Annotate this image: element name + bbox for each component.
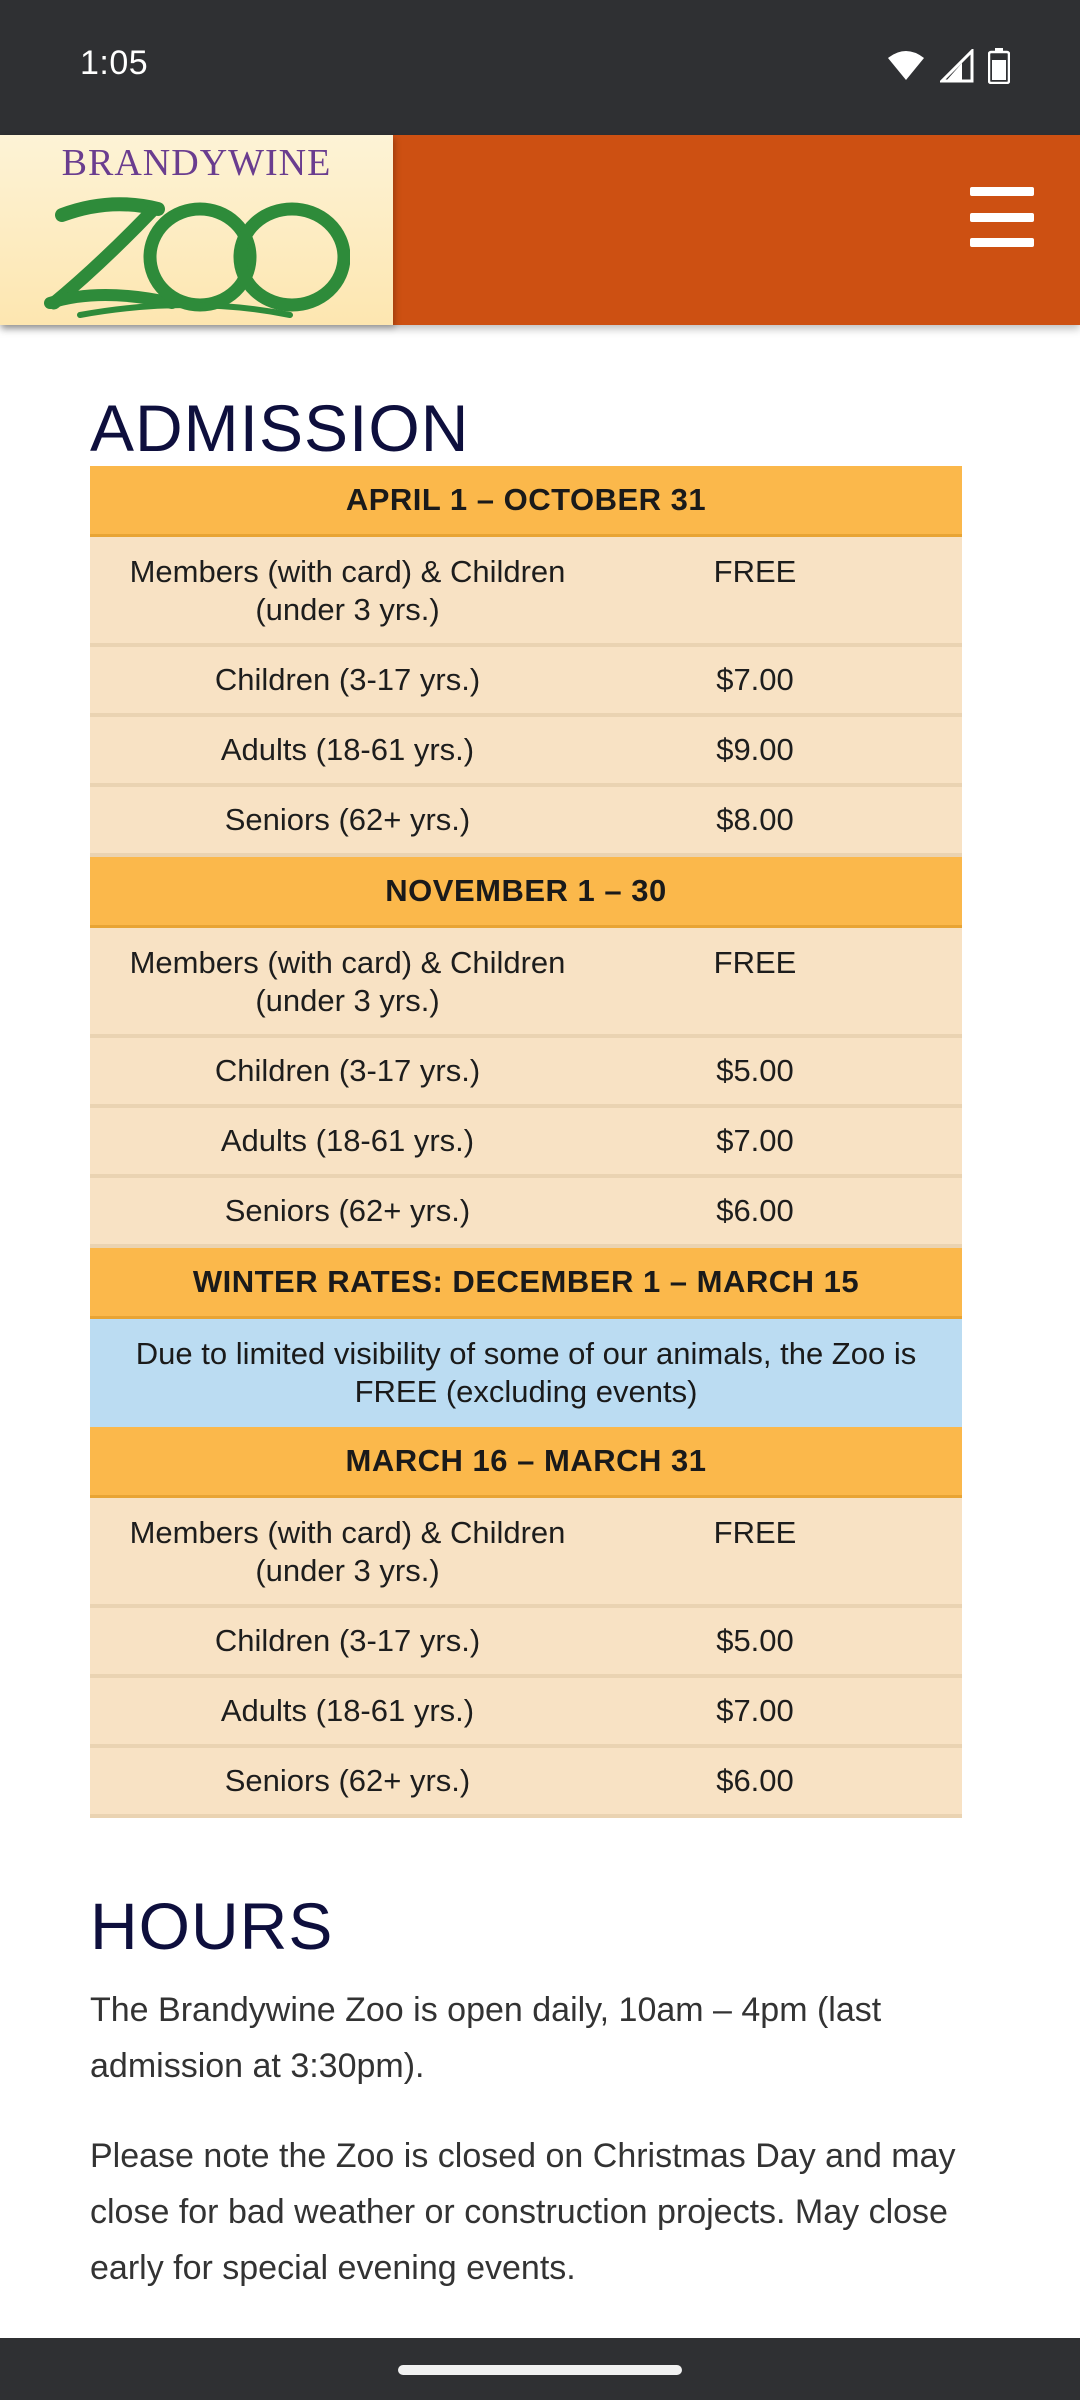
status-bar: [0, 0, 1080, 135]
season-heading: NOVEMBER 1 – 30: [90, 857, 962, 928]
hours-line: admission at 3:30pm).: [90, 2047, 425, 2085]
hamburger-menu-icon[interactable]: [970, 187, 1034, 247]
closure-line: close for bad weather or construction projects. May close: [90, 2193, 948, 2231]
rate-category: Children (3-17 yrs.): [214, 1623, 481, 1658]
rate-price: $6.00: [716, 1193, 794, 1228]
closure-paragraph: [90, 2128, 962, 2296]
rate-category: Children (3-17 yrs.): [214, 1053, 481, 1088]
season-heading: MARCH 16 – MARCH 31: [90, 1427, 962, 1498]
wifi-icon: [886, 50, 926, 82]
closure-line: early for special evening events.: [90, 2249, 576, 2287]
home-gesture-handle[interactable]: [398, 2365, 682, 2375]
rate-row: [90, 647, 962, 717]
cellular-signal-icon: [940, 49, 974, 83]
rate-row: [90, 537, 962, 647]
logo-wordmark-top: BRANDYWINE: [61, 142, 332, 184]
zoo-brush-logo-icon: [40, 175, 350, 325]
site-header: [0, 135, 1080, 325]
rate-category-line: (under 3 yrs.): [255, 1553, 440, 1588]
rate-price: $8.00: [716, 802, 794, 837]
status-time: 1:05: [80, 44, 149, 82]
rate-row: [90, 787, 962, 857]
rate-price: $7.00: [716, 662, 794, 697]
rate-price: $6.00: [716, 1763, 794, 1798]
rate-price: FREE: [713, 554, 797, 589]
rate-category-line: (under 3 yrs.): [255, 983, 440, 1018]
rate-price: FREE: [713, 945, 797, 980]
battery-icon: [988, 48, 1010, 84]
rate-row: [90, 1038, 962, 1108]
rate-category-line: Members (with card) & Children: [129, 945, 566, 980]
rate-category: Seniors (62+ yrs.): [224, 802, 471, 837]
rate-category: Seniors (62+ yrs.): [224, 1763, 471, 1798]
main-content: [90, 390, 962, 2296]
rate-category: Children (3-17 yrs.): [214, 662, 481, 697]
closure-line: Please note the Zoo is closed on Christmas Day and may: [90, 2137, 956, 2175]
rate-row: [90, 1748, 962, 1818]
rate-price: $5.00: [716, 1053, 794, 1088]
system-navigation-bar: [0, 2338, 1080, 2400]
rate-category: Adults (18-61 yrs.): [220, 1123, 475, 1158]
winter-notice-line: Due to limited visibility of some of our animals, the Zoo is: [135, 1336, 917, 1371]
season-heading: WINTER RATES: DECEMBER 1 – MARCH 15: [90, 1248, 962, 1319]
rate-price: $5.00: [716, 1623, 794, 1658]
rate-row: [90, 928, 962, 1038]
rate-price: $7.00: [716, 1123, 794, 1158]
rate-category: Adults (18-61 yrs.): [220, 1693, 475, 1728]
rate-row: [90, 1178, 962, 1248]
rate-category-line: Members (with card) & Children: [129, 554, 566, 589]
rate-row: [90, 1108, 962, 1178]
rate-price: $7.00: [716, 1693, 794, 1728]
season-heading: APRIL 1 – OCTOBER 31: [90, 466, 962, 537]
rate-category: [90, 928, 605, 1034]
rate-category: [90, 1498, 605, 1604]
rate-category: Adults (18-61 yrs.): [220, 732, 475, 767]
brandywine-zoo-logo[interactable]: [0, 135, 393, 325]
rate-category-line: Members (with card) & Children: [129, 1515, 566, 1550]
admission-rates-table: [90, 466, 962, 1818]
winter-notice-line: FREE (excluding events): [354, 1374, 698, 1409]
rate-row: [90, 1608, 962, 1678]
rate-row: [90, 1498, 962, 1608]
rate-row: [90, 717, 962, 787]
winter-notice: [90, 1319, 962, 1427]
rate-category: Seniors (62+ yrs.): [224, 1193, 471, 1228]
status-icons: [886, 48, 1010, 84]
admission-title: ADMISSION: [90, 391, 470, 465]
rate-category-line: (under 3 yrs.): [255, 592, 440, 627]
rate-price: FREE: [713, 1515, 797, 1550]
hours-title: HOURS: [90, 1889, 334, 1963]
rate-price: $9.00: [716, 732, 794, 767]
rate-row: [90, 1678, 962, 1748]
rate-category: [90, 537, 605, 643]
hours-paragraph: [90, 1982, 962, 2094]
hours-line: The Brandywine Zoo is open daily, 10am – 4pm (last: [90, 1991, 882, 2029]
